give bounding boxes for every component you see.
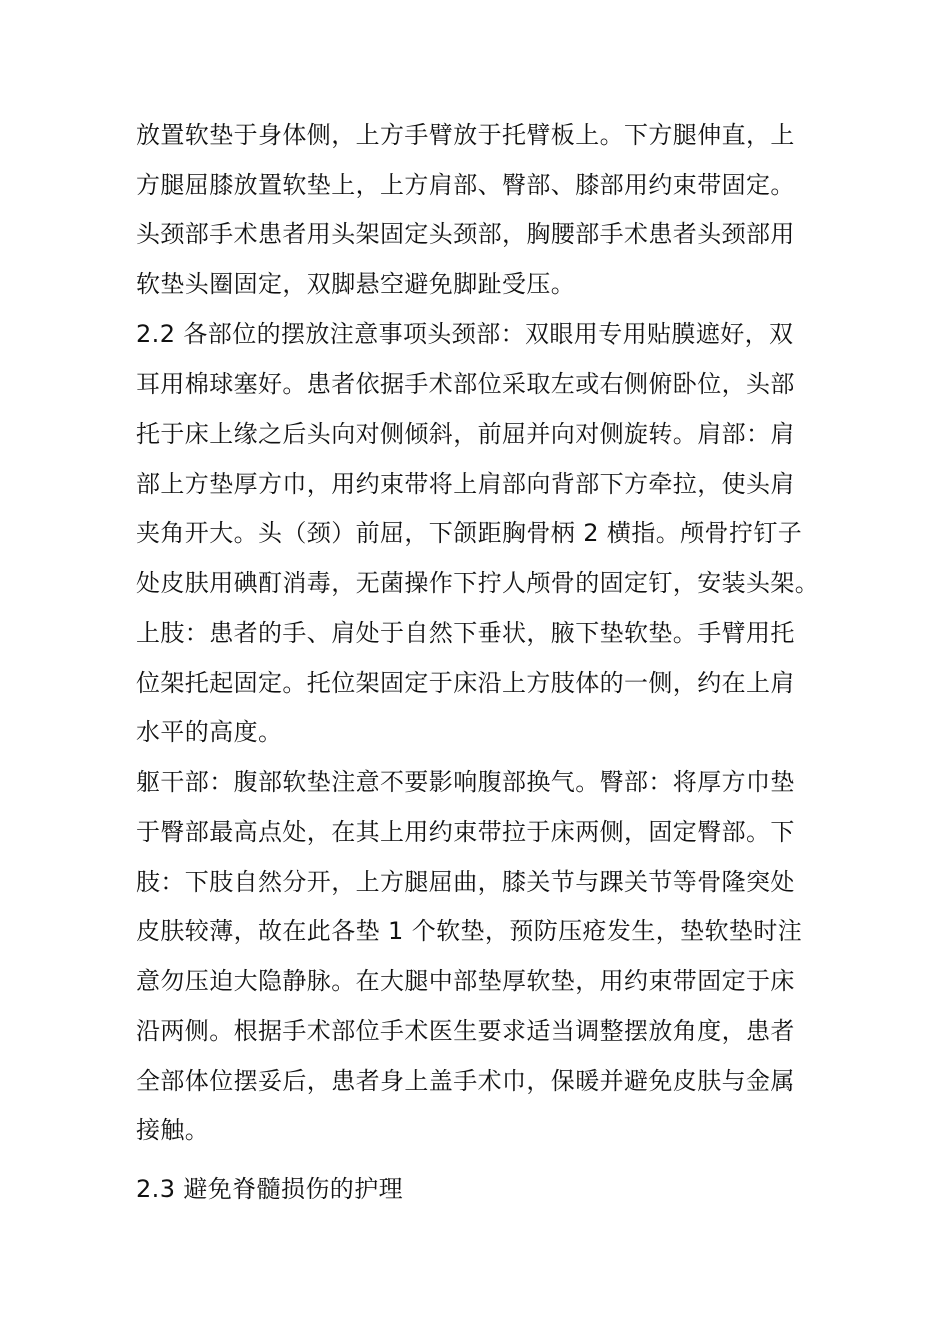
text-line: 方腿屈膝放置软垫上，上方肩部、臀部、膝部用约束带固定。 [136,171,795,199]
text-line: 放置软垫于身体侧，上方手臂放于托臂板上。下方腿伸直，上 [136,121,795,149]
text-line: 躯干部：腹部软垫注意不要影响腹部换气。臀部：将厚方巾垫 [136,768,795,796]
text-line: 2.2 各部位的摆放注意事项头颈部：双眼用专用贴膜遮好，双 [136,320,794,348]
text-line: 皮肤较薄，故在此各垫 1 个软垫，预防压疮发生，垫软垫时注 [136,917,803,945]
text-line: 头颈部手术患者用头架固定头颈部，胸腰部手术患者头颈部用 [136,220,795,248]
text-line: 托于床上缘之后头向对侧倾斜，前屈并向对侧旋转。肩部：肩 [136,420,795,448]
text-line: 水平的高度。 [136,718,283,746]
text-line: 处皮肤用碘酊消毒，无菌操作下拧人颅骨的固定钉，安装头架。 [136,569,820,597]
text-line: 位架托起固定。托位架固定于床沿上方肢体的一侧，约在上肩 [136,669,795,697]
section-heading: 2.3 避免脊髓损伤的护理 [136,1175,403,1203]
text-line: 全部体位摆妥后，患者身上盖手术巾，保暖并避免皮肤与金属 [136,1067,795,1095]
text-line: 夹角开大。头（颈）前屈，下颌距胸骨柄 2 横指。颅骨拧钉子 [136,519,803,547]
text-line: 于臀部最高点处，在其上用约束带拉于床两侧，固定臀部。下 [136,818,795,846]
text-line: 软垫头圈固定，双脚悬空避免脚趾受压。 [136,270,576,298]
text-line: 耳用棉球塞好。患者依据手术部位采取左或右侧俯卧位，头部 [136,370,795,398]
text-line: 上肢：患者的手、肩处于自然下垂状，腋下垫软垫。手臂用托 [136,619,795,647]
text-line: 部上方垫厚方巾，用约束带将上肩部向背部下方牵拉，使头肩 [136,470,795,498]
text-line: 接触。 [136,1116,210,1144]
text-line: 沿两侧。根据手术部位手术医生要求适当调整摆放角度，患者 [136,1017,795,1045]
text-line: 意勿压迫大隐静脉。在大腿中部垫厚软垫，用约束带固定于床 [136,967,795,995]
text-line: 肢：下肢自然分开，上方腿屈曲，膝关节与踝关节等骨隆突处 [136,868,795,896]
